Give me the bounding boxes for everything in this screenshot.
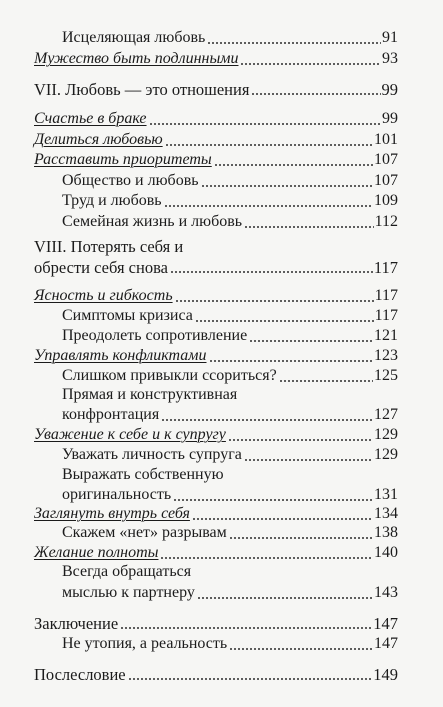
toc-entry-line1: Всегда обращаться — [62, 563, 192, 580]
toc-entry — [34, 50, 398, 70]
toc-entry — [62, 584, 398, 604]
toc-entry-title: обрести себя снова — [34, 258, 168, 277]
dot-leader — [229, 647, 373, 651]
toc-entry-title: Труд и любовь — [62, 192, 162, 209]
dot-leader — [164, 204, 373, 208]
toc-entry-page: 140 — [374, 544, 398, 561]
toc-entry-title: Не утопия, а реальность — [62, 635, 228, 652]
toc-entry-page: 138 — [374, 524, 398, 541]
toc-chapter — [34, 258, 398, 278]
toc-entry-title: Общество и любовь — [62, 172, 199, 189]
toc-entry-title: Исцеляющая любовь — [62, 29, 206, 46]
toc-entry-title: Счастье в браке — [34, 110, 147, 127]
toc-entry-page: 129 — [374, 426, 398, 443]
toc-entry — [34, 131, 398, 151]
toc-entry-title: Мужество быть подлинными — [34, 50, 239, 67]
toc-entry — [34, 347, 398, 367]
toc-entry-page: 121 — [374, 327, 398, 344]
dot-leader — [228, 438, 373, 442]
dot-leader — [175, 299, 374, 303]
toc-entry — [62, 635, 398, 655]
dot-leader — [229, 536, 373, 540]
toc-entry-title: Симптомы кризиса — [62, 307, 193, 324]
toc-entry — [34, 151, 398, 171]
toc-entry — [62, 213, 398, 233]
toc-chapter — [34, 80, 398, 100]
dot-leader — [120, 626, 372, 630]
dot-leader — [160, 556, 373, 560]
dot-leader — [209, 359, 374, 363]
toc-entry — [62, 327, 398, 347]
dot-leader — [197, 596, 373, 600]
toc-entry-title: Уважать личность супруга — [62, 446, 242, 463]
dot-leader — [128, 677, 373, 681]
toc-entry-page: 123 — [374, 347, 398, 364]
toc-entry-page: 109 — [374, 192, 398, 209]
toc-chapter — [34, 665, 398, 685]
toc-entry — [34, 287, 398, 307]
toc-chapter-line1: VIII. Потерять себя и — [34, 237, 184, 256]
toc-entry-title: Желание полноты — [34, 544, 159, 561]
toc-entry — [62, 307, 398, 327]
toc-entry-page: 143 — [374, 584, 398, 601]
dot-leader — [161, 418, 373, 422]
dot-leader — [244, 225, 374, 229]
dot-leader — [149, 122, 381, 126]
toc-entry-page: 149 — [373, 665, 398, 684]
toc-entry-title: Делиться любовью — [34, 131, 163, 148]
toc-entry-title: Слишком привыкли ссориться? — [62, 367, 277, 384]
toc-entry — [34, 505, 398, 525]
toc-entry — [62, 446, 398, 466]
toc-entry-page: 117 — [374, 307, 398, 324]
toc-entry-title: Уважение к себе и к супругу — [34, 426, 226, 443]
dot-leader — [240, 62, 381, 66]
toc-entry-title: Скажем «нет» разрывам — [62, 524, 227, 541]
toc-entry — [34, 544, 398, 564]
toc-entry-page: 125 — [374, 367, 398, 384]
toc-entry-page: 147 — [374, 635, 398, 652]
toc-entry — [62, 367, 398, 387]
dot-leader — [249, 339, 373, 343]
toc-entry — [34, 110, 398, 130]
toc-entry-page: 131 — [374, 486, 398, 503]
toc-entry-page: 134 — [374, 505, 398, 522]
toc-entry-page: 117 — [374, 287, 398, 304]
toc-entry-page: 147 — [373, 614, 398, 633]
toc-entry-line1: Выражать собственную — [62, 466, 224, 483]
toc-entry-page: 107 — [374, 172, 398, 189]
dot-leader — [244, 458, 373, 462]
toc-entry-title: Расставить приоритеты — [34, 151, 212, 168]
toc-entry — [62, 29, 398, 49]
toc-entry-page: 107 — [374, 151, 398, 168]
toc-entry — [62, 524, 398, 544]
toc-entry — [62, 172, 398, 192]
toc-entry-title: Управлять конфликтами — [34, 347, 207, 364]
toc-entry-title: Преодолеть сопротивление — [62, 327, 248, 344]
dot-leader — [170, 270, 373, 274]
dot-leader — [201, 184, 373, 188]
dot-leader — [173, 498, 373, 502]
toc-entry-page: 117 — [373, 258, 398, 277]
toc-entry-title: Послесловие — [34, 665, 126, 684]
toc-entry — [62, 486, 398, 506]
toc-entry-title: Заключение — [34, 614, 119, 633]
toc-entry-title: мыслью к партнеру — [62, 584, 195, 601]
toc-entry-title: конфронтация — [62, 406, 160, 423]
dot-leader — [192, 517, 373, 521]
dot-leader — [165, 143, 373, 147]
toc-entry — [62, 192, 398, 212]
toc-entry-page: 112 — [374, 213, 398, 230]
dot-leader — [195, 319, 374, 323]
dot-leader — [207, 41, 381, 45]
toc-entry-line1: Прямая и конструктивная — [62, 386, 238, 403]
toc-entry-page: 129 — [374, 446, 398, 463]
toc-entry-page: 101 — [374, 131, 398, 148]
dot-leader — [214, 163, 373, 167]
toc-entry-title: Заглянуть внутрь себя — [34, 505, 190, 522]
dot-leader — [251, 92, 380, 96]
toc-entry-title: VII. Любовь — это отношения — [34, 80, 250, 99]
toc-entry-page: 127 — [374, 406, 398, 423]
toc-chapter — [34, 614, 398, 634]
toc-entry-page: 99 — [382, 110, 398, 127]
toc-entry-page: 99 — [381, 80, 398, 99]
toc-entry-title: Ясность и гибкость — [34, 287, 173, 304]
dot-leader — [279, 379, 373, 383]
toc-entry — [34, 426, 398, 446]
toc-entry — [62, 406, 398, 426]
toc-entry-page: 93 — [382, 50, 398, 67]
toc-entry-title: оригинальность — [62, 486, 172, 503]
toc-entry-title: Семейная жизнь и любовь — [62, 213, 243, 230]
toc-entry-page: 91 — [382, 29, 398, 46]
